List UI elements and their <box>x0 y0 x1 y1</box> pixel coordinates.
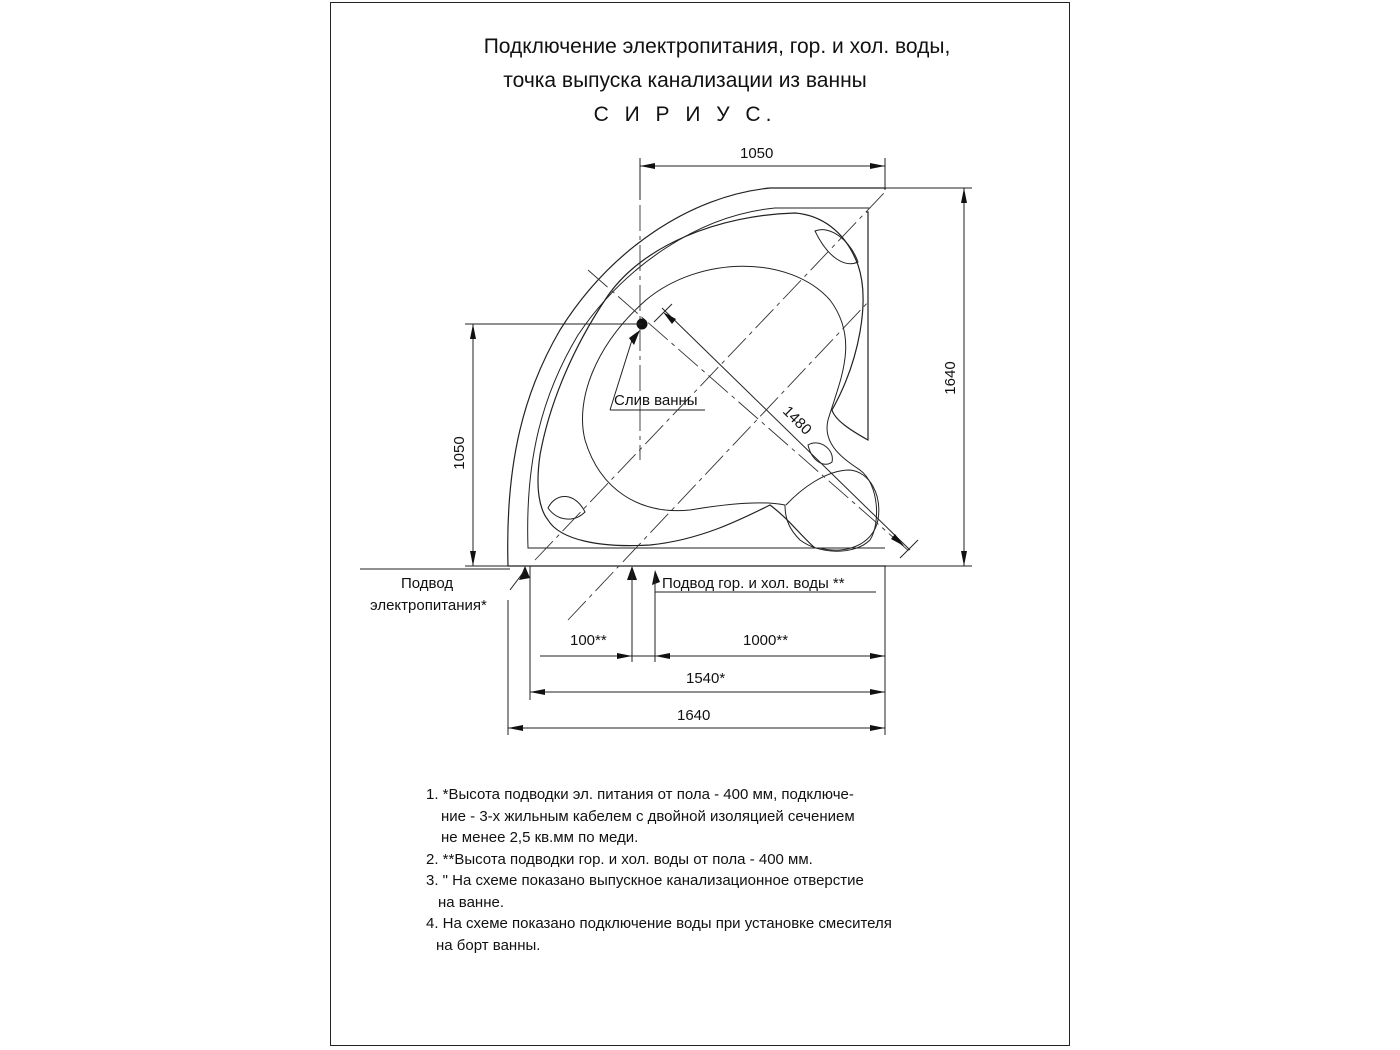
note-4-line-2: на борт ванны. <box>436 936 541 954</box>
centerlines <box>535 165 910 620</box>
notes-list <box>426 784 1046 956</box>
power-supply-label-line1: Подвод <box>401 575 454 592</box>
dim-1640-label: 1640 <box>677 707 711 724</box>
water-supply-label: Подвод гор. и хол. воды ** <box>662 575 845 592</box>
title-line-3: С И Р И У С. <box>593 103 777 126</box>
note-1-line-3: не менее 2,5 кв.мм по меди. <box>441 829 639 846</box>
note-1-line-2: ние - 3-х жильным кабелем с двойной изоляцией сечением <box>441 807 855 825</box>
dim-left-1050 <box>451 324 510 566</box>
dim-1540-label: 1540* <box>686 670 726 687</box>
power-supply-marker <box>508 566 530 735</box>
dim-top-1050 <box>640 145 885 200</box>
note-2-line-1: 2. **Высота подводки гор. и хол. воды от пола - 400 мм. <box>426 850 813 868</box>
dim-100-label: 100** <box>570 632 607 649</box>
dim-top-1050-label: 1050 <box>740 145 774 162</box>
drain-label: Слив ванны <box>614 392 698 409</box>
bathtub-inner-bowl <box>538 212 879 551</box>
note-3-line-1: 3. " На схеме показано выпускное канализационное отверстие <box>426 872 864 889</box>
power-supply-label-line2: электропитания* <box>370 597 487 614</box>
note-4-line-1: 4. На схеме показано подключение воды при установке смесителя <box>426 915 892 932</box>
dim-right-1640-label: 1640 <box>942 361 959 395</box>
note-3-line-2: на ванне. <box>438 893 505 911</box>
dim-right-1640 <box>886 188 972 566</box>
title-line-1: Подключение электропитания, гор. и хол. воды, <box>483 35 951 58</box>
title-line-2: точка выпуска канализации из ванны <box>503 69 867 92</box>
dim-diagonal-1480-label: 1480 <box>779 402 815 439</box>
dim-1000-label: 1000** <box>743 632 789 649</box>
note-1-line-1: 1. *Высота подводки эл. питания от пола - 400 мм, подключе- <box>426 786 854 803</box>
dim-left-1050-label: 1050 <box>451 436 468 470</box>
